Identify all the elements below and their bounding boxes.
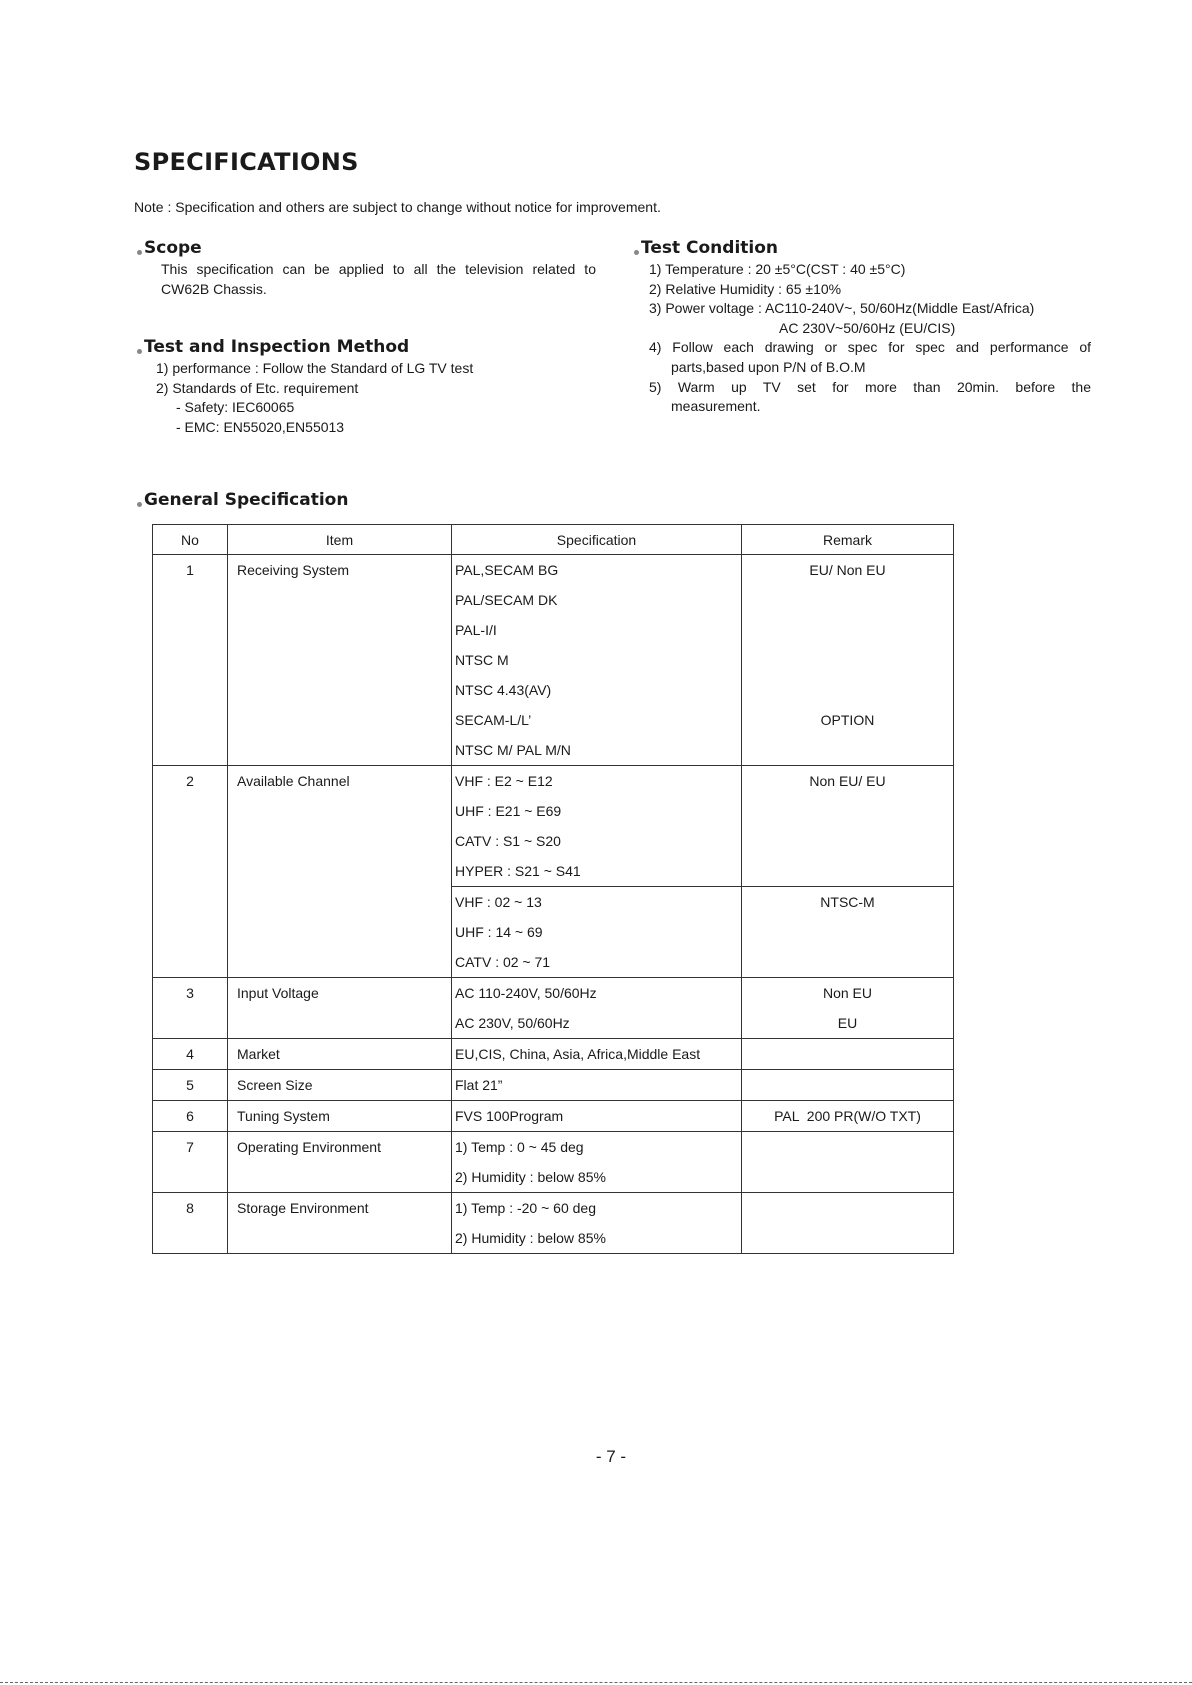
row-number-cell [153, 1101, 228, 1132]
remark-cell [742, 1101, 954, 1132]
spec-value: HYPER : S21 ~ S41 [455, 863, 581, 879]
spec-value: SECAM-L/L’ [455, 712, 532, 728]
remark-value [742, 1132, 953, 1162]
remark-cell [742, 1039, 954, 1070]
column-header: Remark [742, 525, 954, 555]
row-number-cell [153, 555, 228, 766]
row-number-cell [153, 1070, 228, 1101]
page-number: - 7 - [595, 1447, 627, 1466]
remark-value: Non EU/ EU [809, 773, 886, 789]
spec-cell [452, 1070, 742, 1101]
spec-value: Flat 21” [455, 1077, 503, 1093]
test-condition-line: parts,based upon P/N of B.O.M [671, 358, 866, 375]
test-condition-line: 4) Follow each drawing or spec for spec and performance of [649, 339, 1091, 356]
remark-value [742, 1039, 953, 1069]
spec-cell [452, 766, 742, 887]
general-heading-text: General Specification [144, 490, 349, 510]
item-label: Input Voltage [237, 985, 319, 1001]
test-condition-line: measurement. [671, 398, 761, 415]
spec-value: UHF : 14 ~ 69 [455, 924, 543, 940]
spec-value: AC 230V, 50/60Hz [455, 1015, 570, 1031]
table-header-row [153, 525, 954, 555]
scope-body [161, 260, 596, 299]
column-header: Item [228, 525, 452, 555]
general-heading [137, 490, 348, 510]
item-label: Storage Environment [237, 1200, 369, 1216]
remark-value: NTSC-M [820, 894, 875, 910]
test-method-heading [137, 337, 409, 357]
remark-value [742, 645, 953, 675]
test-condition-heading [634, 238, 778, 258]
spec-value: CATV : 02 ~ 71 [455, 954, 551, 970]
item-cell [228, 1039, 452, 1070]
test-condition-line: 3) Power voltage : AC110-240V~, 50/60Hz(Middle East/Africa) [649, 300, 1035, 317]
row-number-cell [153, 766, 228, 978]
spec-value: PAL,SECAM BG [455, 562, 559, 578]
bullet-icon [137, 349, 142, 354]
spec-value: UHF : E21 ~ E69 [455, 803, 562, 819]
spec-value: AC 110-240V, 50/60Hz [455, 985, 597, 1001]
note-text: Note : Specification and others are subject to change without notice for improvement. [134, 199, 661, 215]
spec-value: NTSC M [455, 652, 509, 668]
row-number-cell [153, 1132, 228, 1193]
table-row [153, 1132, 954, 1193]
spec-value: FVS 100Program [455, 1108, 564, 1124]
spec-cell [452, 1132, 742, 1193]
remark-cell [742, 1132, 954, 1193]
remark-cell [742, 887, 954, 978]
table-row [153, 555, 954, 766]
spec-cell [452, 1039, 742, 1070]
remark-cell [742, 555, 954, 766]
table-row [153, 1039, 954, 1070]
row-number-cell [153, 1193, 228, 1254]
test-condition-body [649, 260, 1091, 417]
scope-heading [137, 238, 202, 258]
scope-heading-text: Scope [144, 238, 202, 258]
item-label: Screen Size [237, 1077, 313, 1093]
row-number: 5 [186, 1077, 194, 1093]
scope-line: CW62B Chassis. [161, 280, 267, 297]
row-number: 6 [186, 1108, 194, 1124]
spec-cell [452, 978, 742, 1039]
remark-value: Non EU [822, 985, 873, 1001]
test-condition-line: AC 230V~50/60Hz (EU/CIS) [779, 319, 956, 336]
remark-value [742, 735, 953, 765]
row-number: 3 [186, 985, 194, 1001]
test-condition-line: 5) Warm up TV set for more than 20min. before the [649, 378, 1091, 395]
remark-value: EU [837, 1015, 858, 1031]
row-number: 2 [186, 773, 194, 789]
table-row [153, 1070, 954, 1101]
remark-cell [742, 1193, 954, 1254]
test-condition-line: 1) Temperature : 20 ±5°C(CST : 40 ±5°C) [649, 261, 906, 277]
spec-value: NTSC 4.43(AV) [455, 682, 552, 698]
remark-cell [742, 1070, 954, 1101]
table-row [153, 1193, 954, 1254]
test-method-heading-text: Test and Inspection Method [144, 337, 410, 357]
bullet-icon [137, 502, 142, 507]
scope-line: This specification can be applied to all the television related to [161, 261, 596, 277]
remark-cell [742, 766, 954, 887]
row-number: 7 [186, 1139, 194, 1155]
remark-value [742, 1193, 953, 1223]
spec-value: 1) Temp : 0 ~ 45 deg [455, 1139, 584, 1155]
spec-cell [452, 555, 742, 766]
spec-value: NTSC M/ PAL M/N [455, 742, 571, 758]
remark-value [742, 675, 953, 705]
spec-value: CATV : S1 ~ S20 [455, 833, 561, 849]
test-method-line: 2) Standards of Etc. requirement [156, 379, 359, 396]
test-method-line: - Safety: IEC60065 [176, 399, 295, 416]
spec-cell [452, 1193, 742, 1254]
table-row [153, 978, 954, 1039]
remark-value [742, 615, 953, 645]
test-method-line: - EMC: EN55020,EN55013 [176, 418, 345, 435]
row-number: 1 [186, 562, 194, 578]
spec-value: VHF : E2 ~ E12 [455, 773, 553, 789]
page-title: SPECIFICATIONS [134, 148, 359, 176]
test-method-line: 1) performance : Follow the Standard of LG TV test [156, 360, 474, 376]
remark-value: OPTION [820, 712, 875, 728]
column-header: No [153, 525, 228, 555]
item-cell [228, 978, 452, 1039]
item-cell [228, 1070, 452, 1101]
row-number: 8 [186, 1200, 194, 1216]
column-header: Specification [452, 525, 742, 555]
table-row [153, 1101, 954, 1132]
test-condition-heading-text: Test Condition [641, 238, 779, 258]
remark-value [742, 585, 953, 615]
page-edge-divider [0, 1682, 1192, 1683]
item-cell [228, 1101, 452, 1132]
spec-value: 1) Temp : -20 ~ 60 deg [455, 1200, 596, 1216]
row-number-cell [153, 1039, 228, 1070]
test-condition-line: 2) Relative Humidity : 65 ±10% [649, 280, 842, 297]
spec-value: VHF : 02 ~ 13 [455, 894, 542, 910]
spec-value: PAL-I/I [455, 622, 497, 638]
item-cell [228, 555, 452, 766]
item-cell [228, 1132, 452, 1193]
item-label: Tuning System [237, 1108, 330, 1124]
spec-cell [452, 1101, 742, 1132]
item-cell [228, 1193, 452, 1254]
spec-value: 2) Humidity : below 85% [455, 1230, 606, 1246]
item-cell [228, 766, 452, 978]
remark-value: EU/ Non EU [809, 562, 886, 578]
bullet-icon [634, 250, 639, 255]
item-label: Operating Environment [237, 1139, 381, 1155]
spec-value: 2) Humidity : below 85% [455, 1169, 606, 1185]
item-label: Market [237, 1046, 280, 1062]
spec-value: EU,CIS, China, Asia, Africa,Middle East [455, 1046, 701, 1062]
spec-value: PAL/SECAM DK [455, 592, 558, 608]
spec-cell [452, 887, 742, 978]
remark-value: PAL 200 PR(W/O TXT) [774, 1108, 921, 1124]
table-row [153, 766, 954, 887]
spec-table [152, 524, 954, 1254]
bullet-icon [137, 250, 142, 255]
test-method-body [156, 359, 473, 437]
remark-cell [742, 978, 954, 1039]
row-number-cell [153, 978, 228, 1039]
item-label: Available Channel [237, 773, 350, 789]
row-number: 4 [186, 1046, 194, 1062]
remark-value [742, 1070, 953, 1100]
item-label: Receiving System [237, 562, 350, 578]
